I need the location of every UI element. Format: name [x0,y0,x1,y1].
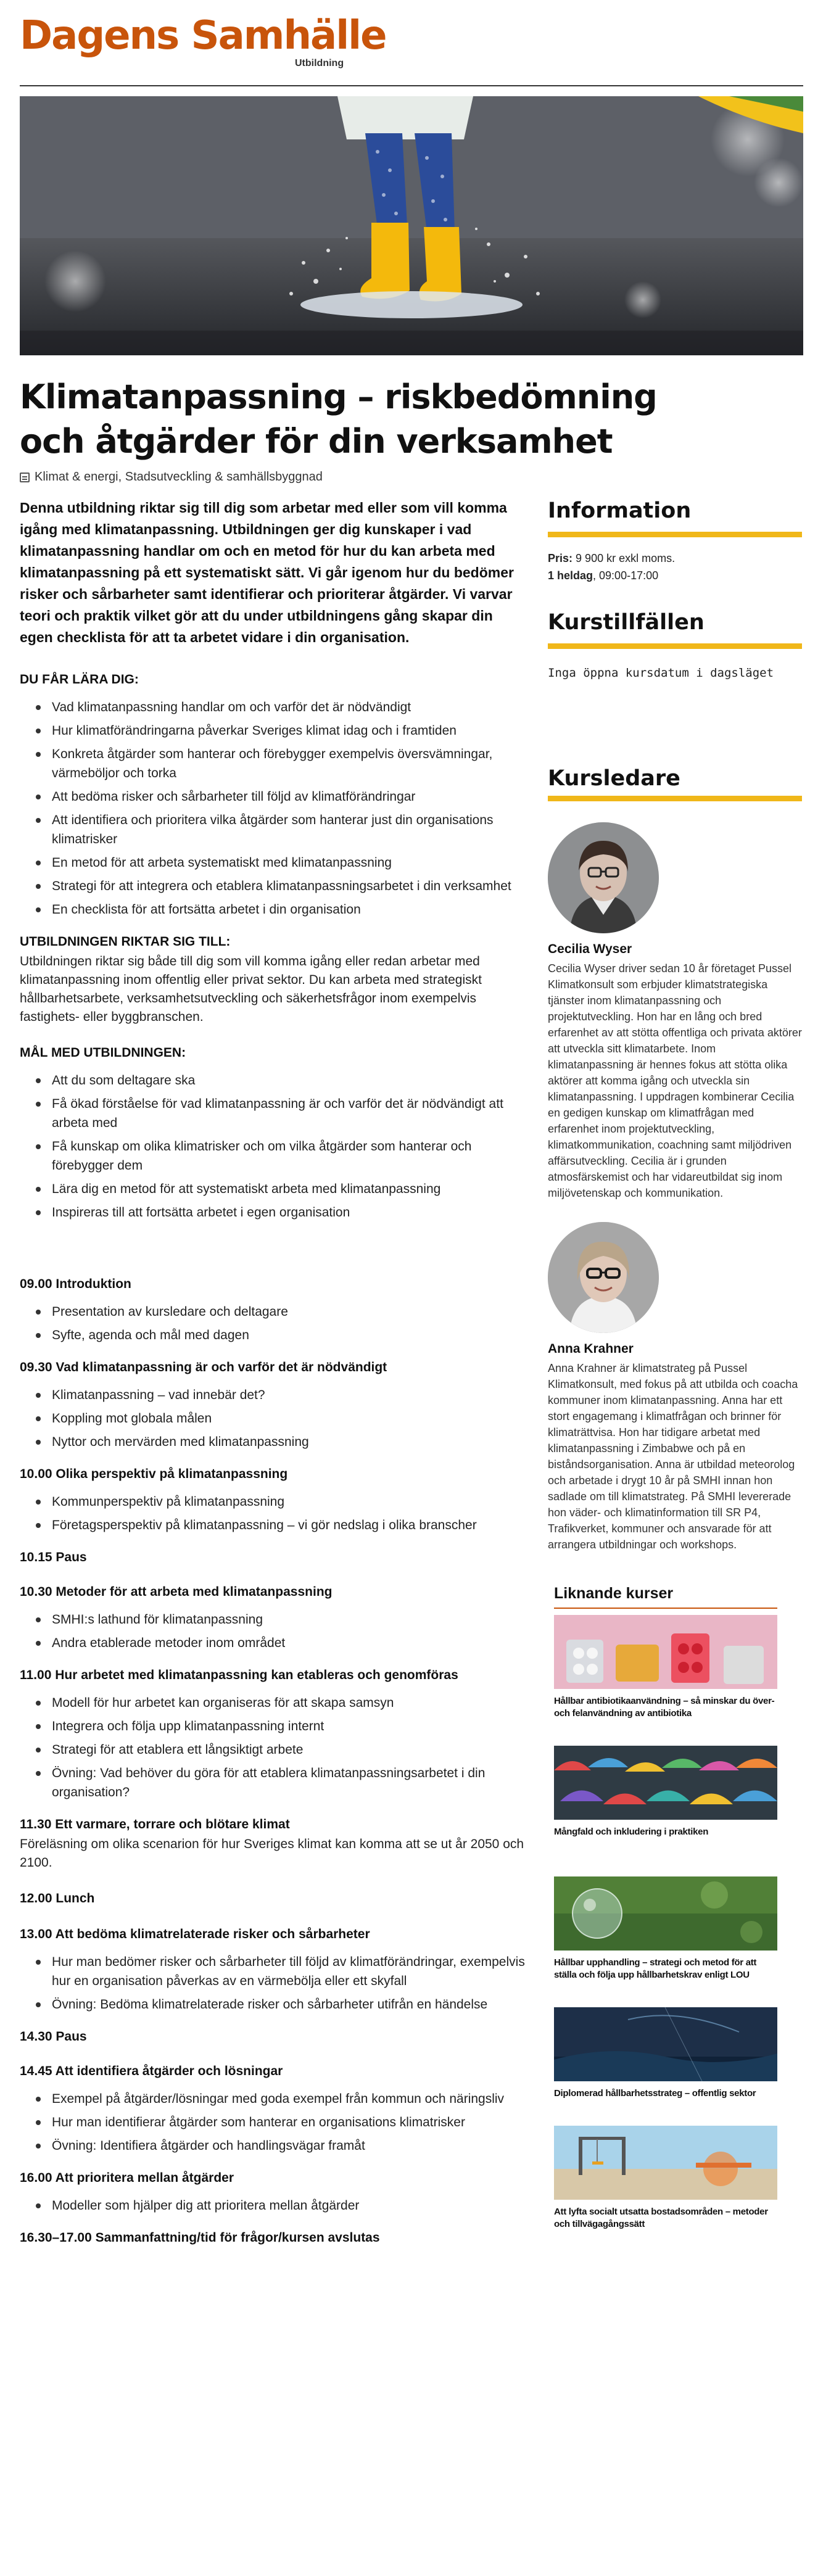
umbrellas-photo [554,1746,777,1820]
list-item: Hur man bedömer risker och sårbarheter till följd av klimatförändringar, exempelvis hur en organisation påverkas av en värmebölja eller ett skyfall [36,1952,526,1991]
list-item: Övning: Bedöma klimatrelaterade risker och sårbarheter utifrån en händelse [36,1995,526,2014]
leader-card [548,822,802,1201]
price-label: Pris: [548,552,573,564]
program-heading: 10.15 Paus [20,1550,87,1564]
list-item: Inspireras till att fortsätta arbetet i egen organisation [36,1203,526,1222]
list-item: Konkreta åtgärder som hanterar och förebygger exempelvis översvämningar, värmeböljor och torka [36,745,526,783]
program-heading: 09.00 Introduktion [20,1277,131,1291]
list-item: Övning: Identifiera åtgärder och handlingsvägar framåt [36,2136,526,2155]
bubble-photo [554,1876,777,1951]
course-card[interactable] [554,1615,777,1720]
goals-heading: MÅL MED UTBILDNINGEN: [20,1046,186,1060]
course-card[interactable] [554,2126,777,2231]
leader-name: Cecilia Wyser [548,942,632,956]
list-item: Exempel på åtgärder/lösningar med goda exempel från kommun och näringsliv [36,2089,526,2108]
leaders-section [548,766,802,1553]
category-tags-text[interactable]: Klimat & energi, Stadsutveckling & samhällsbyggnad [35,470,323,484]
program-heading: 14.30 Paus [20,2029,87,2044]
list-item: Klimatanpassning – vad innebär det? [36,1385,526,1405]
list-item: Lära dig en metod för att systematiskt arbeta med klimatanpassning [36,1179,526,1199]
list-item: Företagsperspektiv på klimatanpassning – vi gör nedslag i olika branscher [36,1516,526,1535]
category-tags [20,470,323,484]
site-logo[interactable]: Dagens Samhälle [20,13,386,59]
price-value: 9 900 kr exkl moms. [576,552,676,564]
course-card-image[interactable] [554,1876,777,1951]
program-list [36,2196,526,2215]
learn-heading: DU FÅR LÄRA DIG: [20,672,139,687]
similar-courses [554,1585,802,2231]
program-heading: 13.00 Att bedöma klimatrelaterade risker och sårbarheter [20,1927,370,1941]
course-card-title[interactable]: Diplomerad hållbarhetsstrateg – offentlig sektor [554,2088,756,2099]
program-schedule [20,1275,526,2247]
course-card-image[interactable] [554,1746,777,1820]
program-heading: 14.45 Att identifiera åtgärder och lösningar [20,2064,283,2078]
leaders-heading: Kursledare [548,766,802,801]
program-list [36,1302,526,1345]
list-item: Strategi för att integrera och etablera klimatanpassningsarbetet i din verksamhet [36,877,526,896]
course-card-image[interactable] [554,2126,777,2200]
list-item: Att identifiera och prioritera vilka åtgärder som hanterar just din organisations klimatrisker [36,811,526,849]
similar-heading: Liknande kurser [554,1585,777,1609]
list-item: En checklista för att fortsätta arbetet i din organisation [36,900,526,919]
avatar [548,822,659,933]
duration-value: , 09:00-17:00 [593,569,659,582]
list-item: Hur man identifierar åtgärder som hanterar en organisations klimatrisker [36,2113,526,2132]
program-text: Föreläsning om olika scenarion för hur Sveriges klimat kan komma att se ut år 2050 och 2100. [20,1837,524,1870]
course-card[interactable] [554,1746,777,1838]
list-item: Andra etablerade metoder inom området [36,1633,526,1653]
program-list [36,1693,526,1802]
course-card-title[interactable]: Hållbar upphandling – strategi och metod för att ställa och följa upp hållbarhetskrav enligt LOU [554,1957,757,1980]
program-heading: 10.00 Olika perspektiv på klimatanpassning [20,1467,288,1481]
leader-bio: Cecilia Wyser driver sedan 10 år företaget Pussel Klimatkonsult som erbjuder klimatstrategiska tjänster inom klimatanpassning och projektutveckling. Hon har en lång och bred erfarenhet av att stötta offentliga och privata aktörer att utveckla sitt klimatarbete. Inom klimatanpassning är hennes fokus att stötta olika aktörer att komma igång och utveckla sin klimatanpassning. I uppdragen kombinerar Cecilia en gedigen kunskap om klimatfrågan med erfarenhet inom projektutveckling, klimatkommunikation, coachning samt miljödriven affärsutveckling. Cecilia är i grunden atmosfärskemist och har vidareutbildat sig inom miljövetenskap och kommunikation. [548,962,802,1199]
program-list [36,1492,526,1535]
list-item: Få ökad förståelse för vad klimatanpassning är och varför det är nödvändigt att arbeta med [36,1094,526,1133]
leader-name: Anna Krahner [548,1342,634,1356]
course-card-image[interactable] [554,1615,777,1689]
program-heading: 16.00 Att prioritera mellan åtgärder [20,2171,234,2185]
sessions-heading: Kurstillfällen [548,610,802,649]
duration-row [548,567,802,584]
course-card[interactable] [554,2007,777,2100]
list-item: Nyttor och mervärden med klimatanpassning [36,1432,526,1451]
list-item: Strategi för att etablera ett långsiktigt arbete [36,1740,526,1759]
list-item: Att bedöma risker och sårbarheter till följd av klimatförändringar [36,787,526,806]
program-heading: 10.30 Metoder för att arbeta med klimatanpassning [20,1585,333,1599]
program-heading: 16.30–17.00 Sammanfattning/tid för frågor/kursen avslutas [20,2231,380,2245]
avatar [548,1222,659,1333]
program-heading: 11.30 Ett varmare, torrare och blötare klimat [20,1817,290,1831]
course-card-title[interactable]: Att lyfta socialt utsatta bostadsområden – metoder och tillvägagångssätt [554,2207,768,2229]
page-title: Klimatanpassning – riskbedömning och åtgärder för din verksamhet [20,378,657,461]
program-heading: 11.00 Hur arbetet med klimatanpassning kan etableras och genomföras [20,1668,458,1682]
sessions-empty-text: Inga öppna kursdatum i dagsläget [548,666,774,680]
program-list [36,1952,526,2014]
program-list [36,1610,526,1653]
list-item: Presentation av kursledare och deltagare [36,1302,526,1321]
sidebar [548,497,802,2231]
learn-list [36,698,526,919]
intro-text: Denna utbildning riktar sig till dig som arbetar med eller som vill komma igång med klimatanpassning. Utbildningen ger dig kunskaper i vad klimatanpassning handlar om och en metod för hur du kan arbeta med klimatanpassning på ett systematiskt sätt. Vi går igenom hur du bedömer risker och sårbarheter samt identifierar och prioriterar åtgärder. Vi varvar teori och praktik vilket gör att du under utbildningens gång skapar din egen checklista för att ta arbetet vidare i din organisation. [20,500,514,645]
list-item: Syfte, agenda och mål med dagen [36,1326,526,1345]
landscape-photo [554,2007,777,2081]
list-item: Få kunskap om olika klimatrisker och om vilka åtgärder som hanterar och förebygger dem [36,1137,526,1175]
main-content [20,497,526,2256]
playground-photo [554,2126,777,2200]
list-item: Koppling mot globala målen [36,1409,526,1428]
course-card-image[interactable] [554,2007,777,2081]
course-card-title[interactable]: Hållbar antibiotikaanvändning – så minskar du över- och felanvändning av antibiotika [554,1696,775,1719]
info-details [548,550,802,584]
list-item: SMHI:s lathund för klimatanpassning [36,1610,526,1629]
list-item: Kommunperspektiv på klimatanpassning [36,1492,526,1511]
info-heading: Information [548,498,802,537]
program-heading: 09.30 Vad klimatanpassning är och varför det är nödvändigt [20,1360,387,1374]
pills-photo [554,1615,777,1689]
leader-card [548,1222,802,1553]
goals-list [36,1071,526,1222]
hero-image [20,96,803,355]
avatar-photo [548,822,659,933]
leader-bio: Anna Krahner är klimatstrateg på Pussel Klimatkonsult, med fokus på att utbilda och coacha kommuner inom klimatanpassning. Anna har ett stort engagemang i klimatfrågan och brinner för klimaträttvisa. Hon har tidigare arbetat med klimatanpassning i Zimbabwe och på en biståndsorganisation. Anna är utbildad meteorolog och arbetade i drygt 10 år på SMHI innan hon sadlade om till klimatstrateg. På SMHI levererade hon väder- och klimatinformation till SR P4, Trafikverket, kommuner och ansvarade för att arrangera utbildningar och workshops. [548,1362,798,1551]
hero-illustration [20,96,803,355]
course-card[interactable] [554,1876,777,1981]
program-list [36,1385,526,1451]
site-header [20,14,803,86]
sessions-section [548,610,802,680]
list-item: Modeller som hjälper dig att prioritera mellan åtgärder [36,2196,526,2215]
list-item: Vad klimatanpassning handlar om och varför det är nödvändigt [36,698,526,717]
price-row [548,550,802,567]
list-item: Integrera och följa upp klimatanpassning internt [36,1717,526,1736]
category-icon [20,473,30,482]
duration-label: 1 heldag [548,569,593,582]
list-item: Att du som deltagare ska [36,1071,526,1090]
list-item: Övning: Vad behöver du göra för att etablera klimatanpassningsarbetet i din organisation? [36,1764,526,1802]
program-list [36,2089,526,2155]
target-heading: UTBILDNINGEN RIKTAR SIG TILL: [20,935,231,949]
target-text: Utbildningen riktar sig både till dig som vill komma igång eller redan arbetar med klimatanpassning inom offentlig eller privat sektor. Du kan arbeta med strategiskt hållbarhetsarbete, verksamhetsutveckling och säkerhetsfrågor inom exempelvis fastighets- eller byggbranschen. [20,954,482,1024]
site-logo-subtitle: Utbildning [295,58,344,68]
list-item: Hur klimatförändringarna påverkar Sveriges klimat idag och i framtiden [36,721,526,740]
list-item: Modell för hur arbetet kan organiseras för att skapa samsyn [36,1693,526,1712]
list-item: En metod för att arbeta systematiskt med klimatanpassning [36,853,526,872]
program-heading: 12.00 Lunch [20,1891,95,1905]
course-card-title[interactable]: Mångfald och inkludering i praktiken [554,1827,709,1837]
avatar-photo [548,1222,659,1333]
info-section [548,498,802,584]
